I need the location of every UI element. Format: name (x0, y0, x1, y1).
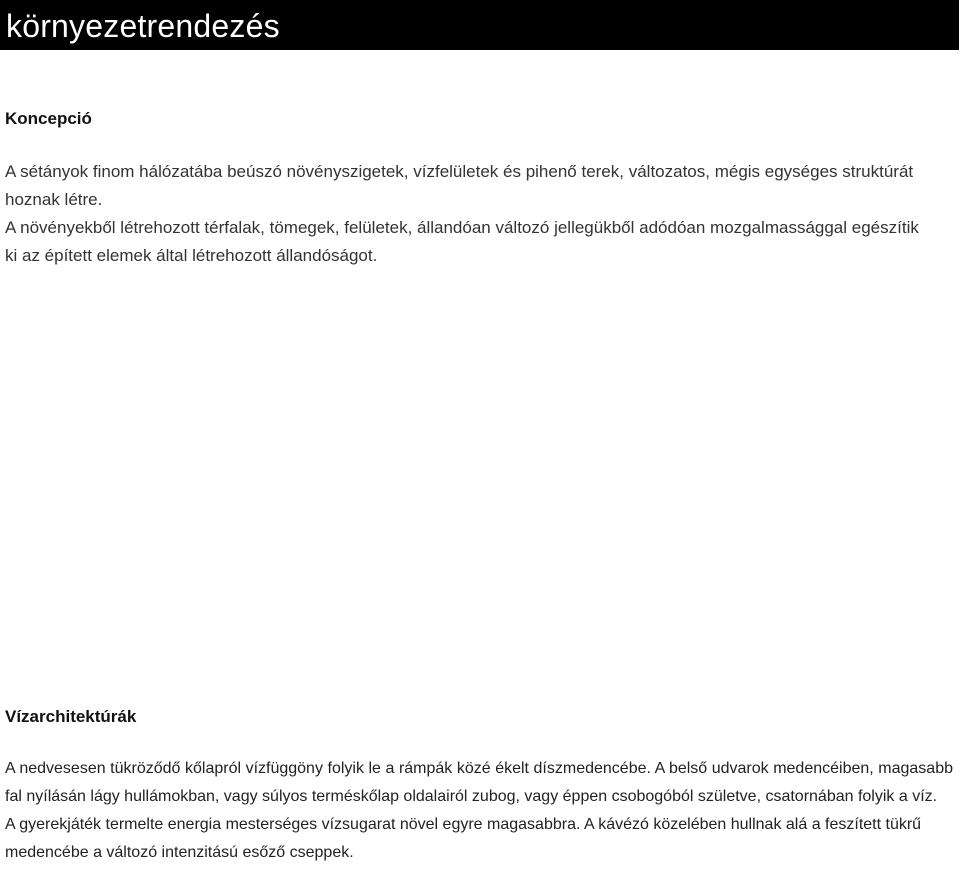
water-heading: Vízarchitektúrák (5, 707, 137, 726)
concept-heading: Koncepció (5, 109, 92, 128)
concept-text (5, 158, 935, 270)
water-text (5, 755, 953, 867)
water-paragraph: A gyerekjáték termelte energia mesterséges vízsugarat növel egyre magasabbra. A kávézó közelében hullnak alá a feszített tükrű medencébe a változó intenzitású esőző cseppek. (5, 816, 922, 861)
concept-paragraph: A növényekből létrehozott térfalak, tömegek, felületek, állandóan változó jellegükből adódóan mozgalmassággal egészítik ki az épített elemek által létrehozott állandóságot. (5, 218, 919, 265)
title-bar (0, 0, 959, 50)
page-title: környezetrendezés (6, 8, 280, 44)
concept-paragraph: A sétányok finom hálózatába beúszó növényszigetek, vízfelületek és pihenő terek, változatos, mégis egységes struktúrát hoznak létre. (5, 162, 914, 209)
water-paragraph: A nedvesesen tükröződő kőlapról vízfüggöny folyik le a rámpák közé ékelt díszmedencébe. A belső udvarok medencéiben, magasabb fal nyílásán lágy hullámokban, vagy súlyos terméskőlap oldalairól zubog, vagy éppen csobogóból születve, csatornában folyik a víz. (5, 760, 953, 805)
